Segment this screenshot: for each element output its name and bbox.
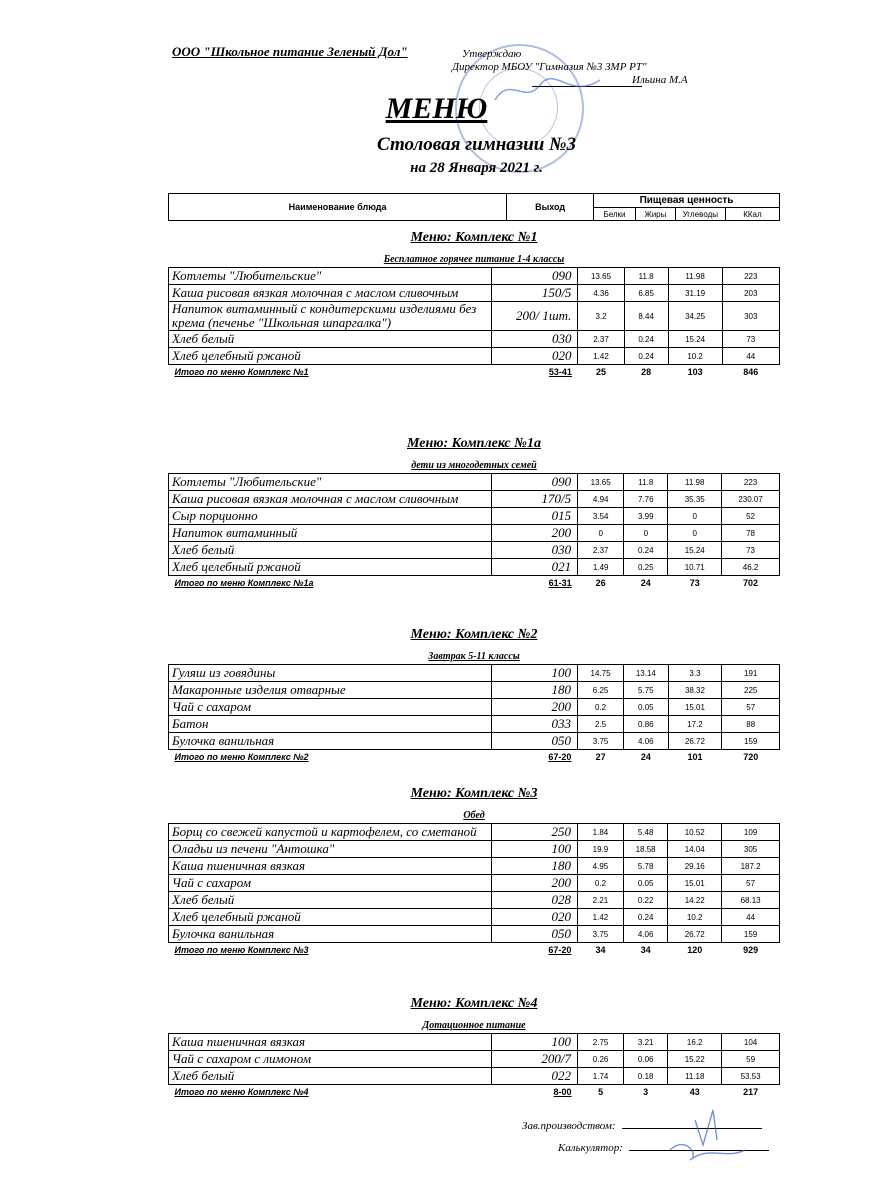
dish-kcal: 78 (722, 525, 780, 542)
dish-name: Хлеб белый (169, 542, 492, 559)
dish-proteins: 3.54 (578, 508, 624, 525)
table-row (169, 909, 780, 926)
total-proteins: 27 (595, 752, 606, 762)
total-carbs: 103 (687, 367, 703, 377)
dish-output: 015 (492, 508, 578, 525)
dish-carbs: 14.04 (668, 841, 722, 858)
dish-kcal: 159 (722, 733, 780, 750)
table-row (169, 1034, 780, 1051)
dish-proteins: 13.65 (578, 268, 624, 285)
dish-output: 200/7 (491, 1051, 577, 1068)
table-row (169, 285, 780, 302)
dish-carbs: 11.98 (668, 268, 722, 285)
dish-kcal: 223 (722, 474, 780, 491)
dish-name: Гуляш из говядины (169, 665, 492, 682)
nutrition-header: Пищевая ценность (594, 194, 780, 208)
section-title: Меню: Комплекс №1а (407, 436, 541, 451)
dish-carbs: 15.22 (668, 1051, 722, 1068)
dish-carbs: 10.2 (668, 348, 722, 365)
table-row (169, 331, 780, 348)
page-subtitle: Столовая гимназии №3 (377, 134, 576, 155)
dish-proteins: 2.37 (578, 542, 624, 559)
dish-proteins: 0 (578, 525, 624, 542)
dish-proteins: 2.21 (577, 892, 623, 909)
dish-fats: 0.22 (623, 892, 667, 909)
dish-name: Булочка ванильная (169, 926, 492, 943)
dish-kcal: 191 (722, 665, 780, 682)
dish-fats: 0.06 (624, 1051, 668, 1068)
items-table (168, 823, 780, 957)
dish-output: 050 (492, 733, 578, 750)
total-kcal: 846 (743, 367, 759, 377)
dish-fats: 0.05 (623, 875, 667, 892)
table-row (169, 892, 780, 909)
dish-kcal: 159 (722, 926, 780, 943)
approve-position: Директор МБОУ "Гимназия №3 ЗМР РТ" (452, 61, 647, 73)
total-carbs: 101 (687, 752, 703, 762)
dish-carbs: 11.18 (668, 1068, 722, 1085)
section-subtitle: Бесплатное горячее питание 1-4 классы (383, 254, 565, 265)
dish-proteins: 2.5 (577, 716, 623, 733)
table-row (169, 665, 780, 682)
total-carbs: 43 (689, 1087, 700, 1097)
dish-proteins: 2.75 (578, 1034, 624, 1051)
dish-proteins: 0.2 (577, 699, 623, 716)
approve-label: Утверждаю (462, 48, 522, 60)
section-title: Меню: Комплекс №2 (410, 627, 538, 642)
dish-kcal: 104 (722, 1034, 780, 1051)
dish-fats: 11.8 (624, 268, 668, 285)
dish-kcal: 53.53 (722, 1068, 780, 1085)
dish-kcal: 59 (722, 1051, 780, 1068)
table-row (169, 858, 780, 875)
dish-proteins: 3.2 (578, 302, 624, 331)
table-row (169, 926, 780, 943)
table-row (169, 824, 780, 841)
items-table (168, 1033, 780, 1099)
dish-name-header: Наименование блюда (169, 194, 507, 221)
dish-carbs: 31.19 (668, 285, 722, 302)
dish-output: 022 (491, 1068, 577, 1085)
section-subtitle: Завтрак 5-11 классы (428, 651, 520, 662)
section-subtitle: дети из многодетных семей (411, 460, 537, 471)
dish-fats: 8.44 (624, 302, 668, 331)
dish-carbs: 14.22 (668, 892, 722, 909)
total-label: Итого по меню Комплекс №1а (174, 578, 314, 588)
items-table (168, 473, 780, 590)
dish-proteins: 1.42 (577, 909, 623, 926)
organization-name: ООО "Школьное питание Зеленый Дол" (172, 44, 408, 59)
dish-name: Чай с сахаром (169, 875, 492, 892)
dish-proteins: 1.42 (578, 348, 624, 365)
dish-name: Каша рисовая вязкая молочная с маслом сливочным (169, 491, 492, 508)
table-row (169, 302, 780, 331)
dish-carbs: 26.72 (668, 733, 722, 750)
dish-fats: 0 (624, 525, 668, 542)
table-row (169, 716, 780, 733)
total-kcal: 720 (743, 752, 759, 762)
dish-name: Макаронные изделия отварные (169, 682, 492, 699)
dish-proteins: 0.2 (577, 875, 623, 892)
dish-carbs: 0 (668, 525, 722, 542)
dish-fats: 7.76 (624, 491, 668, 508)
dish-carbs: 15.01 (668, 875, 722, 892)
dish-fats: 0.05 (624, 699, 668, 716)
total-label: Итого по меню Комплекс №4 (174, 1087, 309, 1097)
dish-name: Хлеб белый (169, 892, 492, 909)
dish-carbs: 16.2 (668, 1034, 722, 1051)
dish-fats: 0.25 (624, 559, 668, 576)
table-row (169, 1051, 780, 1068)
dish-kcal: 68.13 (722, 892, 780, 909)
dish-output: 200 (492, 699, 578, 716)
dish-fats: 0.86 (624, 716, 668, 733)
total-price: 61-31 (548, 578, 572, 588)
menu-date: на 28 Января 2021 г. (410, 160, 543, 176)
total-label: Итого по меню Комплекс №1 (174, 367, 309, 377)
table-row (169, 1068, 780, 1085)
total-kcal: 702 (743, 578, 759, 588)
total-proteins: 25 (596, 367, 607, 377)
section-subtitle: Обед (463, 810, 485, 821)
dish-proteins: 6.25 (577, 682, 623, 699)
dish-fats: 0.24 (623, 909, 667, 926)
table-row (169, 733, 780, 750)
dish-kcal: 57 (722, 875, 780, 892)
dish-carbs: 10.71 (668, 559, 722, 576)
dish-carbs: 15.01 (668, 699, 722, 716)
section-title: Меню: Комплекс №4 (410, 996, 538, 1011)
section-title: Меню: Комплекс №3 (410, 786, 538, 801)
total-carbs: 73 (689, 578, 700, 588)
dish-output: 100 (492, 841, 578, 858)
dish-carbs: 3.3 (668, 665, 722, 682)
table-row (169, 525, 780, 542)
dish-fats: 4.06 (624, 733, 668, 750)
table-row (169, 542, 780, 559)
dish-fats: 3.21 (624, 1034, 668, 1051)
dish-output: 030 (492, 542, 578, 559)
dish-output: 090 (492, 268, 578, 285)
dish-carbs: 26.72 (668, 926, 722, 943)
dish-carbs: 38.32 (668, 682, 722, 699)
section-subtitle: Дотационное питание (422, 1020, 526, 1031)
dish-fats: 0.24 (624, 331, 668, 348)
dish-fats: 6.85 (624, 285, 668, 302)
total-price: 67-20 (548, 945, 572, 955)
total-proteins: 26 (595, 578, 606, 588)
total-kcal: 929 (743, 945, 759, 955)
dish-kcal: 44 (722, 348, 779, 365)
menu-section (168, 786, 780, 957)
dish-name: Хлеб целебный ржаной (169, 909, 492, 926)
total-label: Итого по меню Комплекс №3 (174, 945, 309, 955)
total-price: 53-41 (548, 367, 572, 377)
approve-person: Ильина М.А (632, 74, 688, 86)
total-price: 67-20 (548, 752, 572, 762)
dish-carbs: 11.98 (668, 474, 722, 491)
total-fats: 28 (641, 367, 652, 377)
items-table (168, 664, 780, 764)
dish-kcal: 223 (722, 268, 779, 285)
dish-fats: 5.48 (623, 824, 667, 841)
total-carbs: 120 (687, 945, 703, 955)
dish-name: Каша пшеничная вязкая (169, 858, 492, 875)
dish-output: 170/5 (492, 491, 578, 508)
total-fats: 34 (640, 945, 651, 955)
dish-proteins: 1.84 (577, 824, 623, 841)
section-title: Меню: Комплекс №1 (410, 230, 538, 245)
dish-kcal: 305 (722, 841, 780, 858)
dish-fats: 13.14 (624, 665, 668, 682)
dish-name: Каша рисовая вязкая молочная с маслом сливочным (169, 285, 492, 302)
dish-fats: 0.24 (624, 542, 668, 559)
table-row (169, 491, 780, 508)
carbs-header: Углеводы (675, 208, 725, 221)
total-label: Итого по меню Комплекс №2 (174, 752, 309, 762)
dish-name: Борщ со свежей капустой и картофелем, со сметаной (169, 824, 492, 841)
table-row (169, 508, 780, 525)
dish-output: 021 (492, 559, 578, 576)
dish-name: Котлеты "Любительские" (169, 268, 492, 285)
total-row (169, 750, 780, 765)
table-row (169, 559, 780, 576)
total-row (169, 943, 780, 958)
total-fats: 24 (640, 578, 651, 588)
kcal-header: ККал (725, 208, 779, 221)
dish-carbs: 35.35 (668, 491, 722, 508)
dish-kcal: 73 (722, 542, 780, 559)
dish-name: Напиток витаминный (169, 525, 492, 542)
dish-name: Булочка ванильная (169, 733, 492, 750)
menu-section (168, 436, 780, 590)
dish-carbs: 15.24 (668, 542, 722, 559)
dish-name: Хлеб белый (169, 1068, 492, 1085)
dish-name: Хлеб целебный ржаной (169, 348, 492, 365)
dish-kcal: 73 (722, 331, 779, 348)
table-row (169, 474, 780, 491)
total-row (169, 576, 780, 591)
total-price: 8-00 (553, 1087, 572, 1097)
dish-name: Хлеб белый (169, 331, 492, 348)
menu-section (168, 230, 780, 379)
dish-proteins: 4.95 (577, 858, 623, 875)
dish-carbs: 10.2 (668, 909, 722, 926)
dish-fats: 18.58 (623, 841, 667, 858)
dish-proteins: 4.36 (578, 285, 624, 302)
dish-name: Сыр порционно (169, 508, 492, 525)
dish-name: Хлеб целебный ржаной (169, 559, 492, 576)
table-row (169, 875, 780, 892)
proteins-header: Белки (594, 208, 636, 221)
fats-header: Жиры (635, 208, 675, 221)
dish-kcal: 109 (722, 824, 780, 841)
dish-carbs: 0 (668, 508, 722, 525)
total-fats: 3 (643, 1087, 649, 1097)
dish-output: 200/ 1шт. (492, 302, 578, 331)
dish-name: Чай с сахаром с лимоном (169, 1051, 492, 1068)
dish-output: 020 (492, 348, 578, 365)
dish-output: 020 (492, 909, 578, 926)
total-row (169, 1085, 780, 1100)
dish-fats: 11.8 (624, 474, 668, 491)
dish-name: Оладьи из печени "Антошка" (169, 841, 492, 858)
dish-output: 050 (492, 926, 578, 943)
dish-output: 090 (492, 474, 578, 491)
dish-fats: 5.75 (624, 682, 668, 699)
dish-proteins: 19.9 (577, 841, 623, 858)
dish-kcal: 57 (722, 699, 780, 716)
dish-name: Чай с сахаром (169, 699, 492, 716)
dish-fats: 5.78 (623, 858, 667, 875)
total-proteins: 5 (598, 1087, 604, 1097)
dish-proteins: 3.75 (577, 733, 623, 750)
dish-kcal: 187.2 (722, 858, 780, 875)
dish-output: 200 (492, 875, 578, 892)
total-proteins: 34 (595, 945, 606, 955)
total-fats: 24 (640, 752, 651, 762)
dish-carbs: 34.25 (668, 302, 722, 331)
dish-name: Батон (169, 716, 492, 733)
dish-proteins: 1.74 (578, 1068, 624, 1085)
production-head-label: Зав.производством: (522, 1120, 616, 1132)
page-title: МЕНЮ (385, 92, 488, 125)
table-row (169, 841, 780, 858)
dish-carbs: 10.52 (668, 824, 722, 841)
dish-kcal: 88 (722, 716, 780, 733)
dish-proteins: 1.49 (578, 559, 624, 576)
dish-output: 100 (491, 1034, 577, 1051)
dish-output: 030 (492, 331, 578, 348)
dish-output: 200 (492, 525, 578, 542)
dish-output: 028 (492, 892, 578, 909)
menu-section (168, 996, 780, 1099)
dish-output: 100 (492, 665, 578, 682)
dish-output: 033 (492, 716, 578, 733)
footer-signatures (655, 1105, 765, 1170)
dish-proteins: 13.65 (578, 474, 624, 491)
dish-proteins: 3.75 (577, 926, 623, 943)
dish-carbs: 29.16 (668, 858, 722, 875)
dish-kcal: 203 (722, 285, 779, 302)
dish-kcal: 230.07 (722, 491, 780, 508)
dish-output: 150/5 (492, 285, 578, 302)
dish-proteins: 14.75 (577, 665, 623, 682)
dish-kcal: 52 (722, 508, 780, 525)
calculator-label: Калькулятор: (558, 1142, 623, 1154)
items-table (168, 267, 780, 379)
total-row (169, 365, 780, 380)
dish-fats: 3.99 (624, 508, 668, 525)
dish-name: Напиток витаминный с кондитерскими изделиями без крема (печенье "Школьная шпаргалка") (169, 302, 492, 331)
dish-fats: 0.18 (624, 1068, 668, 1085)
table-row (169, 699, 780, 716)
dish-proteins: 4.94 (578, 491, 624, 508)
dish-name: Котлеты "Любительские" (169, 474, 492, 491)
output-header: Выход (507, 194, 594, 221)
dish-output: 250 (492, 824, 578, 841)
dish-carbs: 15.24 (668, 331, 722, 348)
menu-section (168, 627, 780, 764)
table-row (169, 682, 780, 699)
dish-kcal: 44 (722, 909, 780, 926)
dish-kcal: 46.2 (722, 559, 780, 576)
dish-name: Каша пшеничная вязкая (169, 1034, 492, 1051)
dish-output: 180 (492, 682, 578, 699)
dish-output: 180 (492, 858, 578, 875)
dish-kcal: 303 (722, 302, 779, 331)
dish-fats: 0.24 (624, 348, 668, 365)
dish-proteins: 2.37 (578, 331, 624, 348)
table-row (169, 348, 780, 365)
total-kcal: 217 (743, 1087, 759, 1097)
table-row (169, 268, 780, 285)
dish-kcal: 225 (722, 682, 780, 699)
table-header (168, 193, 780, 221)
dish-proteins: 0.26 (578, 1051, 624, 1068)
dish-carbs: 17.2 (668, 716, 722, 733)
dish-fats: 4.06 (623, 926, 667, 943)
